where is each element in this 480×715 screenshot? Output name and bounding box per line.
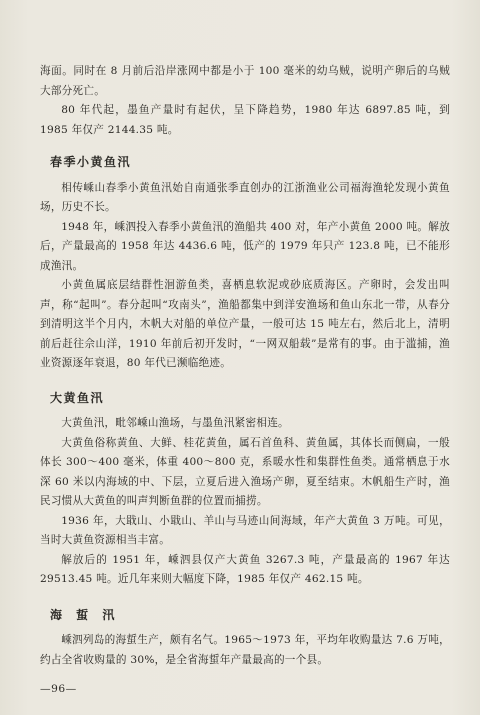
paragraph-small-croaker-habits: 小黄鱼属底层结群性洄游鱼类，喜栖息软泥或砂底质海区。产卵时，会发出叫声，称“起叫”。春分起叫“攻南头”，渔船都集中到洋安渔场和鱼山东北一带，从春分到清明这半个月内，木帆大对船的单位产量，一般可达 15 吨左右，然后北上，清明前后赶往佘山洋，1910 年前后初开发时，“一网双船载”是常有的事。由于滥捕，渔业资源逐年衰退，80 年代已濒临绝迹。 <box>40 279 450 369</box>
page-number: —96— <box>40 683 77 695</box>
paragraph-1936-output: 1936 年，大戢山、小戢山、羊山与马迹山间海域，年产大黄鱼 3 万吨。可见，当时大黄鱼资源相当丰富。 <box>40 514 450 546</box>
paragraph-post-liberation-output: 解放后的 1951 年，嵊泗县仅产大黄鱼 3267.3 吨，产量最高的 1967 年达 29513.45 吨。近几年来则大幅度下降，1985 年仅产 462.15 吨。 <box>40 553 450 585</box>
paragraph-continued: 海面。同时在 8 月前后沿岸涨网中都是小于 100 毫米的幼乌贼，说明产卵后的乌贼大部分死亡。 <box>40 65 450 97</box>
paragraph-large-croaker-intro: 大黄鱼汛，毗邻嵊山渔场，与墨鱼汛紧密相连。 <box>61 417 289 429</box>
paragraph-large-croaker-description: 大黄鱼俗称黄鱼、大鲜、桂花黄鱼，属石首鱼科、黄鱼属，其体长而侧扁，一般体长 300～400 毫米，体重 400～800 克，系暖水性和集群性鱼类。通常栖息于水深 60 米以内海域的中、下层，立夏后进入渔场产卵，夏至结束。木帆船生产时，渔民习惯从大黄鱼的叫声判断鱼群的位置而捕捞。 <box>40 436 450 507</box>
heading-jellyfish-season: 海 蜇 汛 <box>50 607 120 622</box>
paragraph-jellyfish-production: 嵊泗列岛的海蜇生产，颇有名气。1965～1973 年，平均年收购量达 7.6 万吨，约占全省收购量的 30%，是全省海蜇年产量最高的一个县。 <box>40 634 450 666</box>
heading-large-yellow-croaker: 大黄鱼汛 <box>50 390 105 405</box>
page-content <box>40 62 450 670</box>
paragraph-origin: 相传嵊山春季小黄鱼汛始自南通张季直创办的江浙渔业公司福海渔轮发现小黄鱼场，历史不长。 <box>40 181 450 213</box>
paragraph-1948-output: 1948 年，嵊泗投入春季小黄鱼汛的渔船共 400 对，年产小黄鱼 2000 吨。解放后，产量最高的 1958 年达 4436.6 吨，低产的 1979 年只产 123.8 吨，已不能形成渔汛。 <box>40 220 450 272</box>
heading-spring-small-yellow-croaker: 春季小黄鱼汛 <box>50 155 132 169</box>
paragraph-cuttlefish-yield: 80 年代起，墨鱼产量时有起伏，呈下降趋势，1980 年达 6897.85 吨，到 1985 年仅产 2144.35 吨。 <box>40 104 450 136</box>
